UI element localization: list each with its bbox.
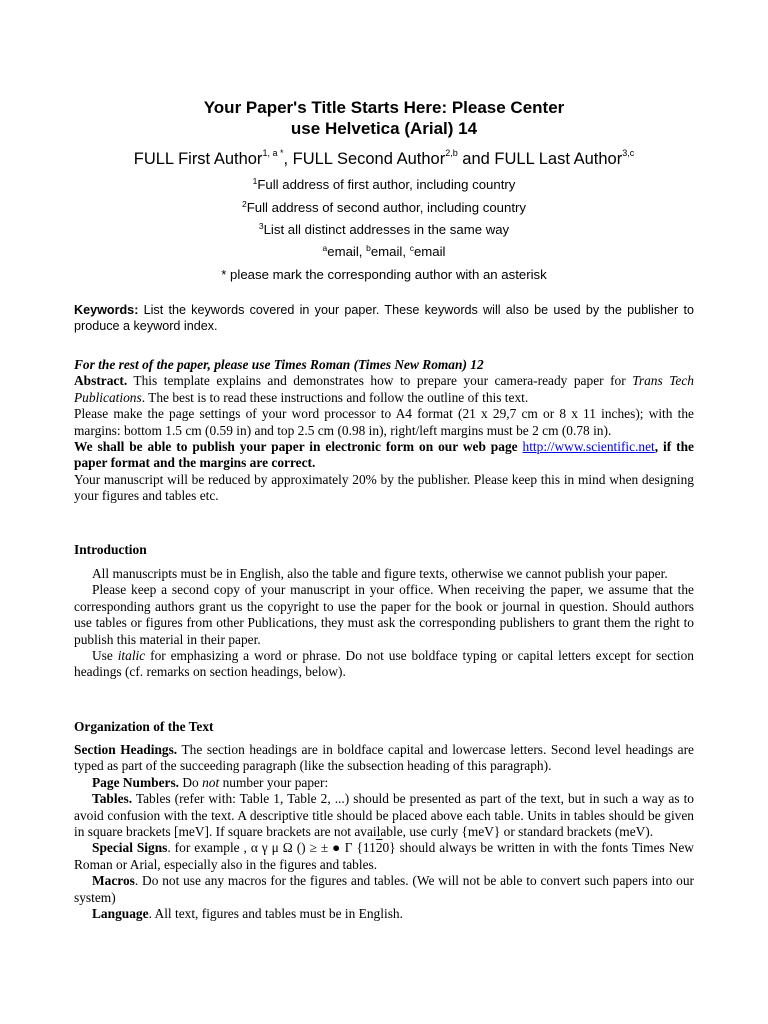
reduction-paragraph: Your manuscript will be reduced by approximately 20% by the publisher. Please keep this in mind when designing your figures and tables etc. <box>74 471 694 504</box>
keywords-text: List the keywords covered in your paper. These keywords will also be used by the publisher to produce a keyword index. <box>74 303 694 333</box>
abstract-text-2: . The best is to read these instructions and follow the outline of this text. <box>141 389 529 405</box>
second-author-affiliation: 2,b <box>445 148 458 158</box>
keywords-paragraph <box>74 302 694 334</box>
scientific-net-link[interactable]: http://www.scientific.net <box>522 439 655 455</box>
email-b-marker: b <box>366 243 371 253</box>
keywords-label: Keywords: <box>74 303 139 317</box>
tables-text: Tables (refer with: Table 1, Table 2, ...) should be presented as part of the text, but in such a way as to avoid confusion with the text. A descriptive title should be placed above each table. Units in tables should be given in square brackets [meV]. If square brackets are not available, use curly {meV} or standard brackets (meV). <box>74 791 694 840</box>
abstract-paragraph <box>74 373 694 406</box>
abstract-publisher-name: Trans Tech Publications <box>74 373 694 405</box>
language-paragraph <box>74 906 694 922</box>
tables-label: Tables. <box>92 791 133 807</box>
second-author: , FULL Second Author <box>283 150 446 168</box>
organization-section <box>74 719 694 735</box>
abstract-label: Abstract. <box>74 373 128 389</box>
email-line <box>0 243 768 261</box>
abstract-section <box>74 357 694 505</box>
email-c-marker: c <box>409 243 414 253</box>
macros-text: . Do not use any macros for the figures and tables. (We will not be able to convert such papers into our system) <box>74 873 694 905</box>
email-a: email, <box>327 244 367 259</box>
email-b: email, <box>370 244 410 259</box>
abstract-text-1: This template explains and demonstrates how to prepare your camera-ready paper for <box>127 373 633 389</box>
tables-paragraph <box>74 791 694 840</box>
first-author-affiliation: 1, a * <box>262 148 284 158</box>
intro-paragraph-2: Please keep a second copy of your manuscript in your office. When receiving the paper, we assume that the corresponding authors grant us the copyright to use the paper for the book or journal in question. Should authors use tables or figures from other Publications, they must ask the corresponding publishers to grant them the right to publish this material in their paper. <box>74 582 694 647</box>
email-c: email <box>413 244 446 259</box>
intro-p3-text-b: for emphasizing a word or phrase. Do not use boldface typing or capital letters except for section headings (cf. remarks on section headings, below). <box>74 648 694 680</box>
special-signs-text-a: . for example , α γ μ Ω () ≥ ± ● Γ {11 <box>167 840 376 856</box>
section-headings-paragraph <box>74 742 694 775</box>
intro-paragraph-3 <box>74 648 694 681</box>
special-signs-paragraph <box>74 840 694 873</box>
title-line-1: Your Paper's Title Starts Here: Please Center <box>203 98 565 117</box>
publish-notice-text-1: We shall be able to publish your paper in electronic form on our web page <box>74 439 523 455</box>
first-author: FULL First Author <box>133 150 263 168</box>
publish-notice-text-2: , if the paper format and the margins are correct. <box>74 439 694 471</box>
special-signs-overbar-digit: 2 <box>375 840 383 856</box>
address-2-text: Full address of second author, including country <box>246 200 527 215</box>
publish-notice-paragraph <box>74 439 694 472</box>
organization-body <box>74 742 694 922</box>
page-numbers-text-a: Do <box>179 774 203 790</box>
author-line <box>0 148 768 170</box>
address-1 <box>0 176 768 194</box>
font-note <box>74 357 694 373</box>
intro-p3-text-a: Use <box>92 648 118 664</box>
language-label: Language <box>92 906 149 922</box>
introduction-section <box>74 542 694 558</box>
address-3 <box>0 221 768 239</box>
title-line-2: use Helvetica (Arial) 14 <box>290 119 478 138</box>
address-1-text: Full address of first author, including country <box>257 177 516 192</box>
page-numbers-label: Page Numbers. <box>92 774 180 790</box>
address-2 <box>0 199 768 217</box>
last-author: and FULL Last Author <box>457 150 623 168</box>
font-note-text: For the rest of the paper, please use Times Roman (Times New Roman) 12 <box>74 357 484 372</box>
last-author-affiliation: 3,c <box>622 148 635 158</box>
email-a-marker: a <box>322 243 328 253</box>
page-numbers-text-b: number your paper: <box>219 774 329 790</box>
language-text: . All text, figures and tables must be in English. <box>148 906 403 922</box>
paper-title <box>0 97 768 139</box>
macros-paragraph <box>74 873 694 906</box>
organization-heading: Organization of the Text <box>74 719 214 734</box>
intro-paragraph-1: All manuscripts must be in English, also the table and figure texts, otherwise we cannot publish your paper. <box>92 566 668 581</box>
address-1-marker: 1 <box>252 176 258 186</box>
asterisk-note: * please mark the corresponding author with an asterisk <box>221 267 547 282</box>
introduction-body <box>74 566 694 681</box>
address-2-marker: 2 <box>241 199 247 209</box>
page-numbers-italic: not <box>202 774 220 790</box>
address-3-marker: 3 <box>258 221 264 231</box>
macros-label: Macros <box>92 873 135 889</box>
section-headings-text: The section headings are in boldface capital and lowercase letters. Second level headings are typed as part of the succeeding paragraph (like the subsection heading of this paragraph). <box>74 742 694 774</box>
page-settings-paragraph: Please make the page settings of your word processor to A4 format (21 x 29,7 cm or 8 x 11 inches); with the margins: bottom 1.5 cm (0.59 in) and top 2.5 cm (0.98 in), right/left margins must be 2 cm (0.78 in). <box>74 406 694 438</box>
special-signs-label: Special Signs <box>92 840 168 856</box>
introduction-heading: Introduction <box>74 542 147 557</box>
section-headings-label: Section Headings. <box>74 742 178 757</box>
page-numbers-paragraph <box>74 775 694 791</box>
intro-p3-italic: italic <box>117 648 146 664</box>
special-signs-text-b: 0} should always be written in with the fonts Times New Roman or Arial, especially also in the figures and tables. <box>74 840 694 872</box>
address-3-text: List all distinct addresses in the same way <box>263 222 510 237</box>
